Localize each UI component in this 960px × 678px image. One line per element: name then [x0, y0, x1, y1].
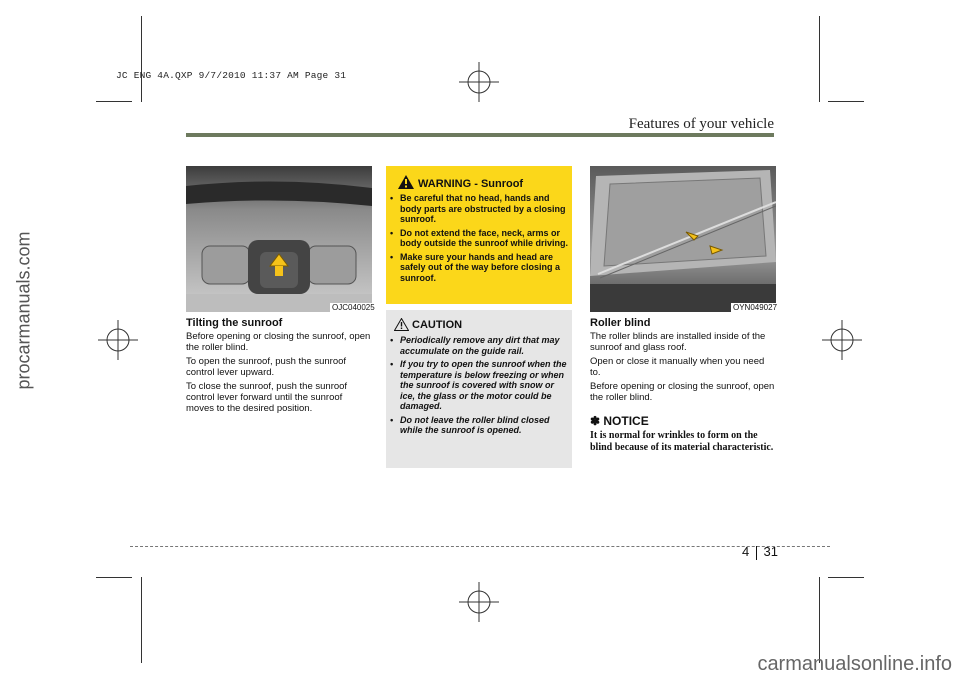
crop-mark	[96, 101, 132, 102]
sunroof-console-photo	[186, 166, 372, 312]
registration-mark-icon	[459, 62, 499, 102]
footer-dashed-rule	[130, 546, 830, 547]
warning-item: • Do not extend the face, neck, arms or body outside the sunroof while driving.	[390, 228, 568, 249]
caution-item: • Periodically remove any dirt that may accumulate on the guide rail.	[390, 335, 568, 356]
paragraph: Open or close it manually when you need to.	[590, 356, 765, 378]
warning-box	[386, 166, 572, 304]
notice-text: It is normal for wrinkles to form on the blind because of its material characteristic.	[590, 430, 774, 453]
paragraph: Before opening or closing the sunroof, open the roller blind.	[590, 381, 775, 403]
warning-label: WARNING - Sunroof	[418, 178, 524, 190]
heading-roller-blind: Roller blind	[590, 317, 651, 329]
warning-item: • Make sure your hands and head are safely out of the way before closing a sunroof.	[390, 252, 568, 284]
paragraph: Before opening or closing the sunroof, open the roller blind.	[186, 331, 371, 353]
warning-item: • Be careful that no head, hands and body parts are obstructed by a closing sunroof.	[390, 193, 568, 225]
heading-tilting-sunroof: Tilting the sunroof	[186, 317, 283, 329]
registration-mark-icon	[822, 320, 862, 360]
print-slug: JC ENG 4A.QXP 9/7/2010 11:37 AM Page 31	[116, 70, 347, 81]
photo-code: OJC040025	[332, 303, 375, 312]
crop-mark	[828, 101, 864, 102]
page-number-value: 31	[763, 544, 778, 559]
caution-box	[386, 310, 572, 468]
side-watermark: procarmanuals.com	[13, 231, 34, 390]
paragraph: To open the sunroof, push the sunroof control lever upward.	[186, 356, 347, 378]
page-number	[742, 544, 778, 560]
caution-item: • If you try to open the sunroof when the temperature is below freezing or when the sunroof is covered with snow or ice, the glass or the motor could be damaged.	[390, 359, 568, 412]
left-column	[186, 317, 372, 417]
paragraph: The roller blinds are installed inside of the sunroof and glass roof.	[590, 331, 766, 353]
crop-mark	[141, 577, 142, 663]
caution-triangle-icon	[394, 318, 409, 331]
warning-list	[390, 193, 568, 286]
section-title: Features of your vehicle	[628, 116, 774, 132]
warning-triangle-icon	[398, 175, 414, 189]
chapter-number: 4	[742, 544, 750, 559]
photo-code: OYN049027	[733, 303, 778, 312]
registration-mark-icon	[459, 582, 499, 622]
registration-mark-icon	[98, 320, 138, 360]
caution-item: • Do not leave the roller blind closed while the sunroof is opened.	[390, 415, 568, 436]
page-number-divider	[756, 546, 757, 560]
crop-mark	[819, 16, 820, 102]
crop-mark	[141, 16, 142, 102]
paragraph: To close the sunroof, push the sunroof control lever forward until the sunroof moves to the desired position.	[186, 381, 348, 414]
crop-mark	[828, 577, 864, 578]
roller-blind-photo	[590, 166, 776, 312]
caution-list	[390, 335, 568, 439]
crop-mark	[96, 577, 132, 578]
notice-label: ✽ NOTICE	[590, 414, 649, 428]
bottom-watermark: carmanualsonline.info	[757, 653, 952, 675]
right-column	[590, 317, 776, 406]
title-rule	[186, 133, 774, 137]
crop-mark	[819, 577, 820, 663]
caution-label: CAUTION	[412, 319, 463, 331]
